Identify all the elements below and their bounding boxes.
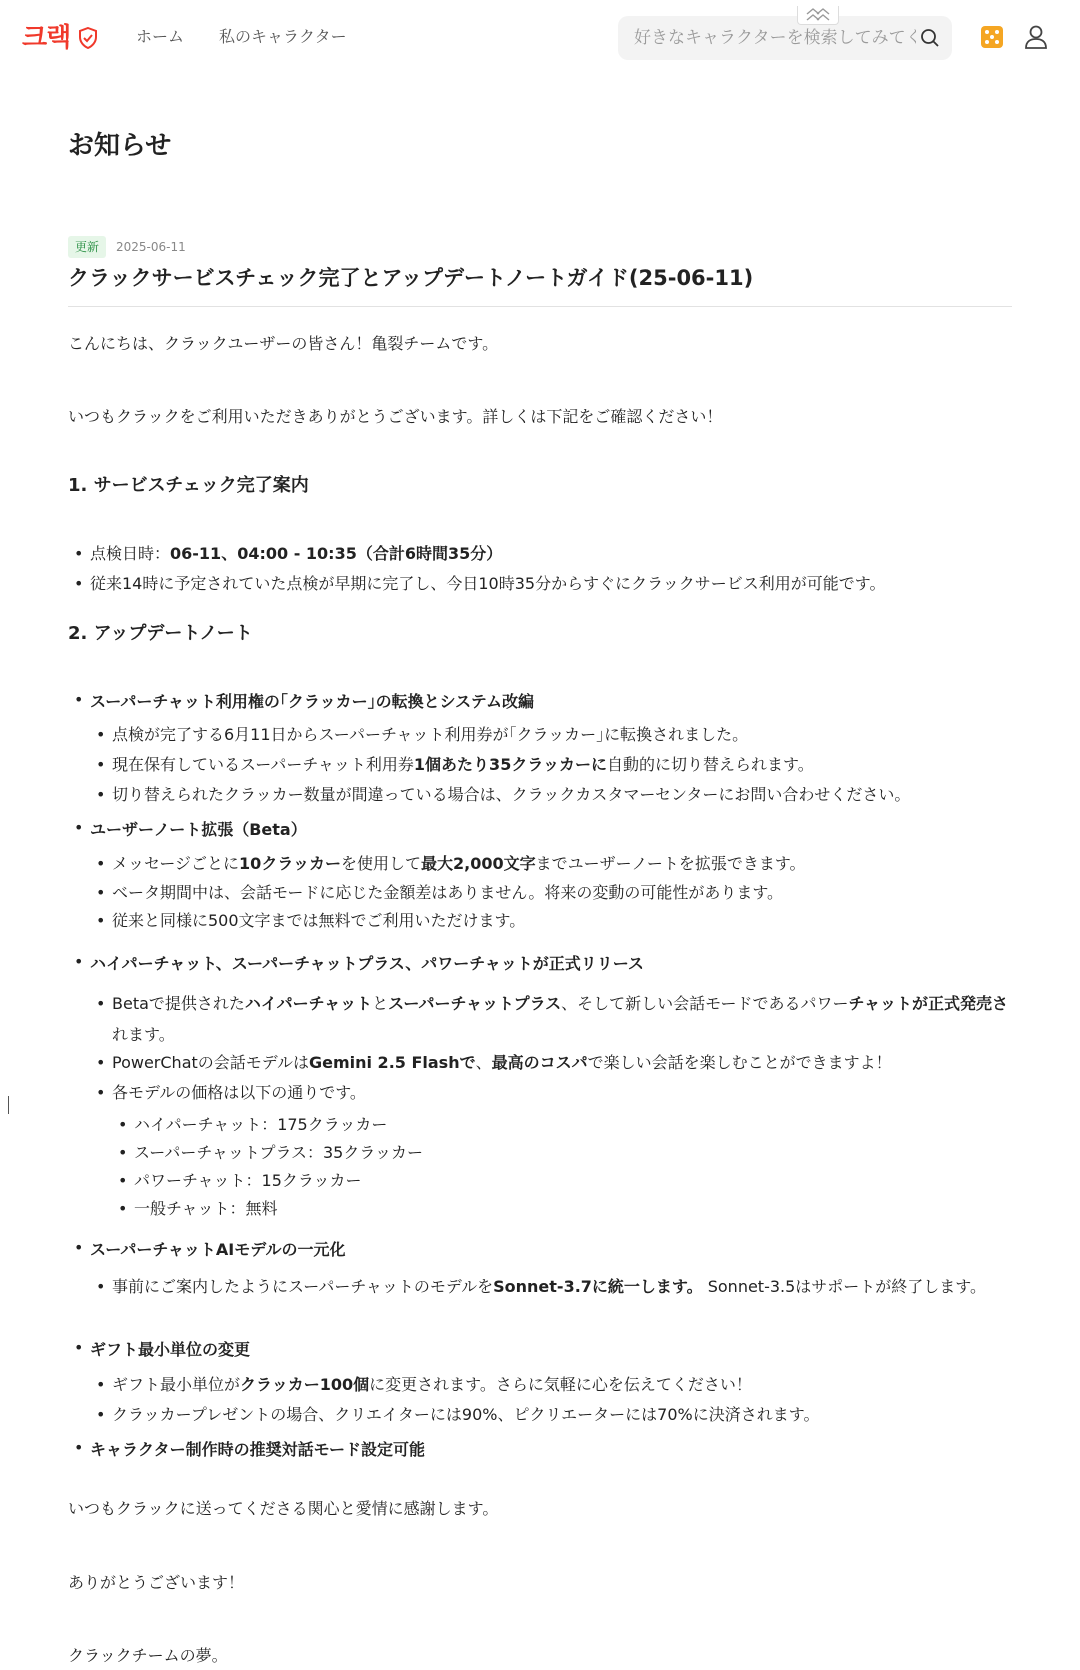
group-title: • ギフト最小単位の変更 xyxy=(90,1340,251,1359)
nav-my-characters-link[interactable]: 私のキャラクター xyxy=(219,27,347,46)
shield-check-icon xyxy=(78,27,98,49)
price-item: • ハイパーチャット：175クラッカー xyxy=(134,1113,1012,1137)
section-heading-2: 2. アップデートノート xyxy=(68,623,253,644)
page-title: お知らせ xyxy=(68,131,172,161)
list-item xyxy=(68,1238,1012,1302)
list-item: • 点検日時：06-11、04:00 - 10:35（合計6時間35分） xyxy=(68,542,1012,566)
thanks-paragraph: ありがとうございます！ xyxy=(68,1573,245,1592)
list-item xyxy=(68,952,1012,1221)
section-heading-1: 1. サービスチェック完了案内 xyxy=(68,475,309,496)
list-item: • ギフト最小単位がクラッカー100個に変更されます。さらに気軽に心を伝えてください！ xyxy=(112,1373,1012,1397)
update-group-crackers xyxy=(68,690,1012,807)
list-item xyxy=(68,690,1012,807)
list-item: • 切り替えられたクラッカー数量が間違っている場合は、クラックカスタマーセンターにお問い合わせください。 xyxy=(112,783,1012,807)
collapse-header-toggle[interactable] xyxy=(797,6,839,25)
price-item: • スーパーチャットプラス：35クラッカー xyxy=(134,1141,1012,1165)
intro-paragraph: いつもクラックをご利用いただきありがとうございます。詳しくは下記をご確認ください！ xyxy=(68,407,723,426)
list-item: • Betaで提供されたハイパーチャットとスーパーチャットプラス、そして新しい会話モードであるパワーチャットが正式発売されます。 xyxy=(112,988,1012,1050)
list-item: • 事前にご案内したようにスーパーチャットのモデルをSonnet-3.7に統一します。 Sonnet-3.5はサポートが終了します。 xyxy=(112,1272,1012,1302)
signature: クラックチームの夢。 xyxy=(68,1646,228,1665)
list-item xyxy=(68,1438,1012,1462)
list-item xyxy=(68,1338,1012,1427)
post-title: クラックサービスチェック完了とアップデートノートガイド(25-06-11) xyxy=(68,266,754,290)
list-item: • 現在保有しているスーパーチャット利用券1個あたり35クラッカーに自動的に切り替えられます。 xyxy=(112,753,1012,777)
update-group-ai-model xyxy=(68,1238,1012,1302)
price-item: • パワーチャット：15クラッカー xyxy=(134,1169,1012,1193)
group-title: • ハイパーチャット、スーパーチャットプラス、パワーチャットが正式リリース xyxy=(90,954,644,973)
section1-list xyxy=(68,542,1012,596)
price-item: • 一般チャット：無料 xyxy=(134,1197,1012,1221)
list-item: • クラッカープレゼントの場合、クリエイターには90%、ピクリエーターには70%に決済されます。 xyxy=(112,1403,1012,1427)
search-input[interactable] xyxy=(632,27,918,49)
post-meta xyxy=(68,236,186,258)
list-item: • 従来と同様に500文字までは無料でご利用いただけます。 xyxy=(112,909,1012,933)
list-item: • 点検が完了する6月11日からスーパーチャット利用券が｢クラッカー｣に転換されました。 xyxy=(112,723,1012,747)
top-navigation-bar xyxy=(0,0,1080,76)
group-title: • スーパーチャットAIモデルの一元化 xyxy=(90,1240,346,1259)
update-group-gift xyxy=(68,1338,1012,1427)
nav-home-link[interactable]: ホーム xyxy=(136,27,185,46)
list-item: • 各モデルの価格は以下の通りです。 • ハイパーチャット：175クラッカー • スーパーチャットプラス：35クラッカー • パワーチャット：15クラッカー • 一般チャット：無料 xyxy=(112,1081,1012,1221)
brand-logo[interactable] xyxy=(22,23,98,53)
user-icon[interactable] xyxy=(1024,24,1048,50)
group-title: • スーパーチャット利用権の｢クラッカー｣の転換とシステム改編 xyxy=(90,692,535,711)
chevron-double-up-icon xyxy=(798,6,838,24)
list-item: • ベータ期間中は、会話モードに応じた金額差はありません。将来の変動の可能性があります。 xyxy=(112,881,1012,905)
text-cursor xyxy=(8,1096,9,1114)
search-box xyxy=(618,16,952,60)
logo-wordmark: 크랙 xyxy=(22,23,71,53)
list-item: • PowerChatの会話モデルはGemini 2.5 Flashで、最高のコスパで楽しい会話を楽しむことができますよ！ xyxy=(112,1051,1012,1075)
post-date: 2025-06-11 xyxy=(116,240,186,254)
greeting-paragraph: こんにちは、クラックユーザーの皆さん！亀裂チームです。 xyxy=(68,334,499,353)
update-group-recommend-mode xyxy=(68,1438,1012,1462)
title-divider xyxy=(68,306,1012,307)
closing-paragraph: いつもクラックに送ってくださる関心と愛情に感謝します。 xyxy=(68,1499,499,1518)
list-item xyxy=(68,818,1012,933)
list-item: • メッセージごとに10クラッカーを使用して最大2,000文字までユーザーノートを拡張できます。 xyxy=(112,852,1012,876)
group-title: • ユーザーノート拡張（Beta） xyxy=(90,820,307,839)
dice-icon[interactable] xyxy=(981,26,1003,48)
update-badge: 更新 xyxy=(68,236,106,258)
update-group-usernote xyxy=(68,818,1012,933)
group-title: • キャラクター制作時の推奨対話モード設定可能 xyxy=(90,1440,426,1459)
update-group-release xyxy=(68,952,1012,1221)
list-item: • 従来14時に予定されていた点検が早期に完了し、今日10時35分からすぐにクラックサービス利用が可能です。 xyxy=(68,572,1012,596)
search-icon[interactable] xyxy=(920,28,940,48)
